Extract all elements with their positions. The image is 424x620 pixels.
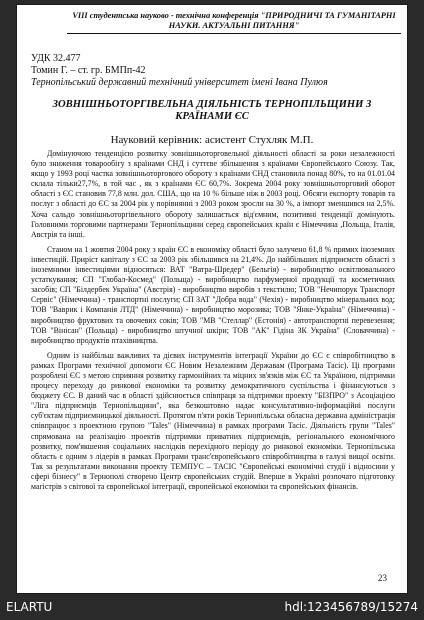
paragraph: Станом на 1 жовтня 2004 року з країн ЄС в економіку області було залучено 61,8 % прямих іноземних інвестицій. Приріст капіталу з ЄС за 2003 рік збільшився на 21,4%. До найбільших підприємств області з іноземними інвестиціями відносяться: ВАТ "Ватра-Шредер" (Бельгія) - виробництво освітлювального устаткування; СП "Глобал-Космед" (Польща) - виробництво парфумерної продукції та косметичних засобів; СП "Білдербек Україна" (Австрія) - виробництво виробів з текстилю; ТОВ "Нечипорук Транспорт Сервіс" (Німеччина) - транспортні послуги; СП ЗАТ "Добра вода" (Чехія) - виробництво мінеральних вод; ТОВ "Ваврик і Компанія ЛТД" (Німеччина) - виробництво морозива; ТОВ "Янке-Україна" (Німеччина) - виробництво фруктових та овочевих соків; ТОВ "МВ "Стеллар" (Естонія) - автотранспортні перевезення; ТОВ "Вінісан" (Польща) - виробництво штучної шкіри; ТОВ "АК" Гідіна ЗК Україна" (Словаччина) - виробництво продуктів птахівництва. [31,244,395,345]
page-number: 23 [378,573,387,583]
document-page [16,4,408,594]
repository-name: ELARTU [6,600,53,614]
paragraph: Одним із найбільш важливих та дієвих інструментів інтеграції України до ЄС є співробітництво в рамках Програми технічної допомоги ЄС Новим Незалежним Державам (Програма Тасіс). Ці програми розроблені ЄС з метою сприяння розвитку гармонійних та міцних зв'язків між ЄС та Україною, підтримки процесу переходу до ринкової економіки та розвитку демократичного суспільства і фінансуються з бюджету ЄС. В даний час в області здійснюється співпраця за підтримки проекту "БІЗПРО" з Асоціацією "Ліга підприємців Тернопільщини", яка безкоштовно надає консультативно-інформаційні послуги суб'єктам підприємницької діяльності. Протягом п'яти років Тернопільська обласна державна адміністрація співпрацює з проектною групою "Tales" (Німеччина) в рамках програми Тасіс. Діяльність групи "Tales" спрямована на реалізацію проектів підтримки приватних підприємців, регіонального економічного розвитку, пом'якшення соціальних наслідків перехідного періоду до ринкової економіки. Тернопільська область є одним з лідерів в рамках Програми транс'європейського співробітництва в галузі вищої освіти. Так за результатами виконання проекту ТЕМПУС – ТАСІС "Європейські економічні студії і відносини у сфері бізнесу" в Тернополі створено Центр європейських студій. Вперше в Україні розпочато підготовку магістрів з світової та європейської інтеграції, європейської економіки та європейських фінансів. [31,350,395,491]
article-body [31,149,395,492]
article-title: ЗОВНІШНЬОТОРГІВЕЛЬНА ДІЯЛЬНІСТЬ ТЕРНОПІЛЬЩИНИ З КРАЇНАМИ ЄС [52,99,372,122]
handle-identifier[interactable]: hdl:123456789/15274 [284,600,418,614]
paragraph: Домінуючою тенденцією розвитку зовнішньоторговельної діяльності області за роки незалежності було зниження товарообігу з країнами СНД і суттєве збільшення з країнами Європейського Союзу. Так, якщо у 1993 році частка зовнішньоторгового обороту з країнами СНД становила понад 80%, то на 01.01.04 склала тільки27,7%, в той час , як з країнами ЄС 60,7%. Зокрема 2004 року зовнішньоторговий оборот області з ЄС становив 77,8 млн. дол. США, що на 10 % більше ніж в 2003 році. Обсяги експорту товарів та послуг з області до ЄС за 2004 рік у порівнянні з 2003 роком зросли на 30 %, а імпорт зменшився на 2,5%. Хоча сальдо зовнішньоторгівельного обороту залишається від'ємним, позитивні тенденції домінують. Головними торговими партнерами Тернопільщини серед європейських країн є Німеччина ,Польща, Італія, Австрія та інші. [31,149,395,239]
footer-bar [0,594,424,620]
article-meta [31,53,328,89]
supervisor-line: Науковий керівник: асистент Стухляк М.П. [110,134,314,146]
institution-line: Тернопільський державний технічний університет імені Івана Пулюя [31,77,328,88]
author-line: Томин Г. – ст. гр. БМПп-42 [31,65,146,76]
udk-code: УДК 32.477 [31,53,81,64]
conference-header: VIII студентська науково - технічна конференція "ПРИРОДНИЧІ ТА ГУМАНІТАРНІ НАУКИ. АКТУАЛЬНІ ПИТАННЯ" [67,11,401,34]
